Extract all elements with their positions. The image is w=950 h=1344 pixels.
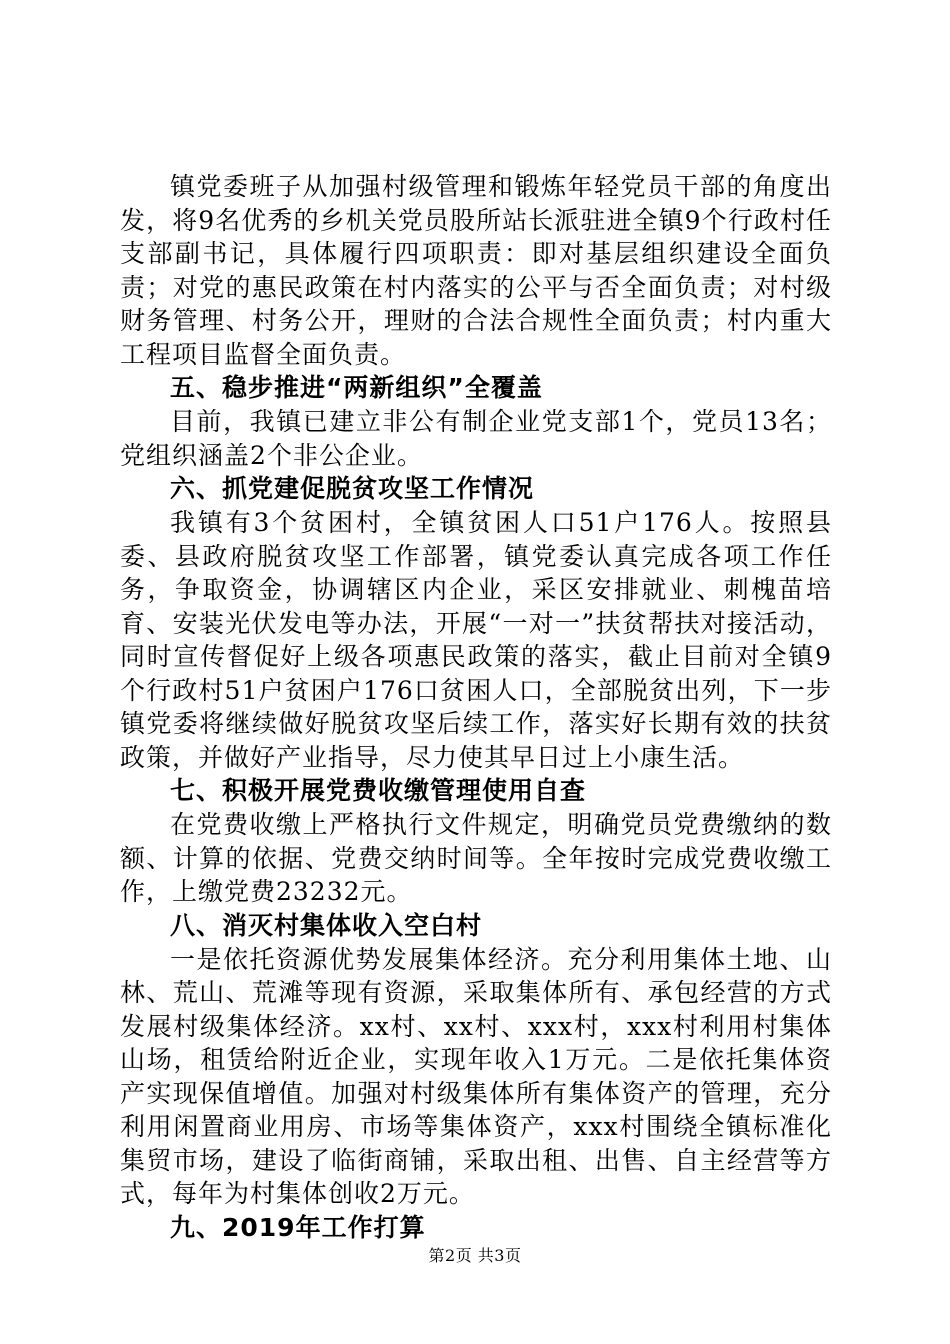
section-heading-7: 七、积极开展党费收缴管理使用自查: [170, 776, 587, 805]
page-footer: 第2页 共3页: [428, 1246, 522, 1265]
section-heading-6: 六、抓党建促脱贫攻坚工作情况: [170, 474, 535, 503]
section-heading-8: 八、消灭村集体收入空白村: [170, 910, 483, 940]
section-heading-9: 九、2019年工作打算: [170, 1212, 426, 1242]
document-body: [120, 170, 832, 1245]
paragraph-two-new-organizations: 目前，我镇已建立非公有制企业党支部1个，党员13名；党组织涵盖2个非公企业。: [120, 407, 832, 470]
section-heading-5: 五、稳步推进“两新组织”全覆盖: [170, 373, 543, 402]
paragraph-resident-secretaries: 镇党委班子从加强村级管理和锻炼年轻党员干部的角度出发，将9名优秀的乡机关党员股所站长派驻进全镇9个行政村任支部副书记，具体履行四项职责：即对基层组织建设全面负责；对党的惠民政策在村内落实的公平与否全面负责；对村级财务管理、村务公开，理财的合法合规性全面负责；村内重大工程项目监督全面负责。: [120, 172, 832, 369]
paragraph-poverty-alleviation: 我镇有3个贫困村，全镇贫困人口51户176人。按照县委、县政府脱贫攻坚工作部署，镇党委认真完成各项工作任务，争取资金，协调辖区内企业，采区安排就业、刺槐苗培育、安装光伏发电等办法，开展“一对一”扶贫帮扶对接活动，同时宣传督促好上级各项惠民政策的落实，截止目前对全镇9个行政村51户贫困户176口贫困人口，全部脱贫出列，下一步镇党委将继续做好脱贫攻坚后续工作，落实好长期有效的扶贫政策，并做好产业指导，尽力使其早日过上小康生活。: [120, 508, 832, 772]
paragraph-party-dues: 在党费收缴上严格执行文件规定，明确党员党费缴纳的数额、计算的依据、党费交纳时间等。全年按时完成党费收缴工作，上缴党费23232元。: [120, 810, 832, 906]
paragraph-collective-income: 一是依托资源优势发展集体经济。充分利用集体土地、山林、荒山、荒滩等现有资源，采取集体所有、承包经营的方式发展村级集体经济。xx村、xx村、xxx村，xxx村利用村集体山场，租赁给附近企业，实现年收入1万元。二是依托集体资产实现保值增值。加强对村级集体所有集体资产的管理，充分利用闲置商业用房、市场等集体资产，xxx村围绕全镇标准化集贸市场，建设了临街商铺，采取出租、出售、自主经营等方式，每年为村集体创收2万元。: [120, 944, 832, 1208]
